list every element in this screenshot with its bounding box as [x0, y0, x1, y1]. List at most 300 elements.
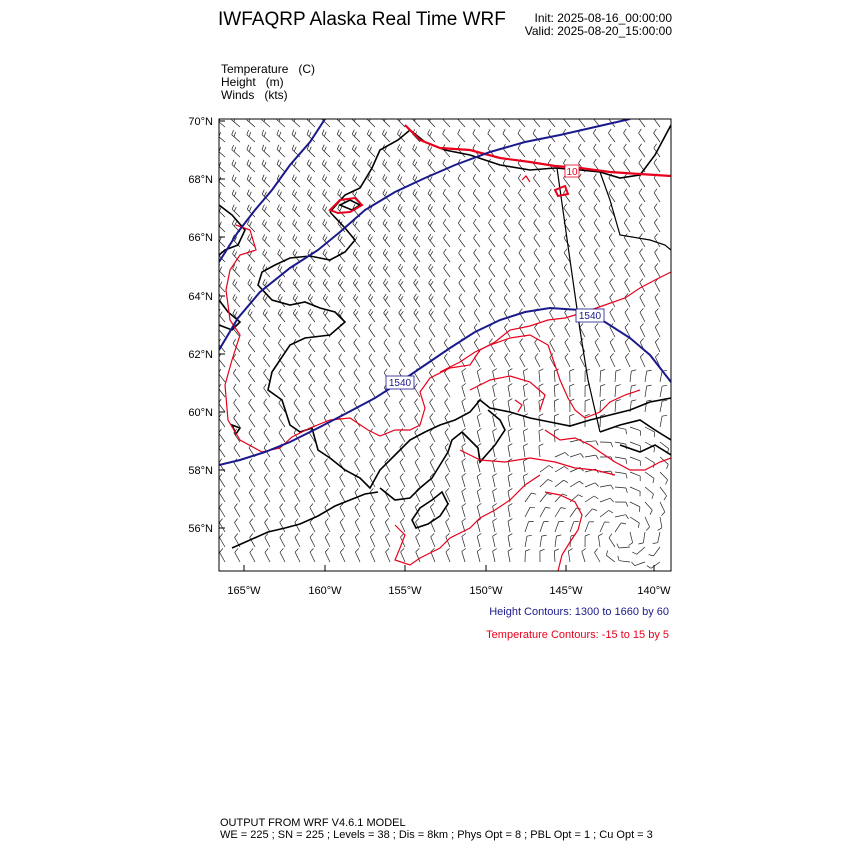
wind-barb: [503, 174, 510, 187]
wind-barb: [398, 234, 405, 247]
wind-barb: [570, 481, 583, 487]
wind-barb: [428, 204, 435, 217]
wind-barb: [459, 279, 465, 292]
wind-barb: [594, 249, 600, 262]
wind-barb: [249, 414, 255, 427]
wind-barb: [355, 504, 360, 518]
wind-barb: [430, 414, 435, 428]
wind-barb: [595, 294, 600, 308]
wind-barb: [248, 279, 255, 292]
wind-barb: [428, 115, 436, 128]
wind-barb: [649, 547, 660, 556]
wind-barb: [307, 160, 315, 172]
wind-barb: [548, 144, 555, 157]
wind-barb: [615, 523, 626, 532]
wind-barb: [609, 534, 615, 547]
wind-barb: [219, 519, 225, 532]
wind-barb: [233, 354, 240, 367]
wind-barb: [412, 115, 420, 128]
plot-frame: [219, 119, 671, 571]
wind-barb: [262, 175, 270, 187]
valid-time: Valid: 2025-08-20_15:00:00: [524, 24, 672, 38]
wind-barb: [398, 204, 405, 217]
wind-barb: [594, 219, 600, 232]
wind-barb: [600, 369, 605, 382]
wind-barb: [477, 488, 481, 502]
wind-barb: [489, 279, 495, 292]
wind-barb: [443, 174, 450, 187]
wind-barb: [219, 474, 225, 487]
wind-barb: [307, 175, 315, 187]
wind-barb: [353, 264, 360, 277]
wind-barb: [540, 521, 549, 532]
wind-barb: [630, 457, 640, 466]
wind-barb: [293, 279, 300, 292]
wind-barb: [265, 519, 270, 533]
wind-barb: [322, 175, 330, 188]
footer-line1: OUTPUT FROM WRF V4.6.1 MODEL: [220, 817, 406, 829]
wind-barb: [323, 294, 330, 307]
wind-barb: [458, 174, 465, 187]
wind-barb: [430, 503, 435, 517]
wind-barb: [232, 145, 240, 157]
wind-barb: [217, 130, 225, 142]
wind-barb: [310, 548, 315, 562]
wind-barb: [595, 549, 601, 562]
wind-barb: [293, 294, 300, 307]
wind-barb: [278, 219, 286, 232]
wind-barb: [322, 145, 330, 157]
wind-barb: [660, 385, 667, 397]
wind-barb: [279, 384, 285, 397]
wind-barb: [324, 429, 330, 442]
wind-barb: [594, 144, 601, 157]
wind-barb: [386, 548, 390, 562]
wind-barb: [655, 294, 660, 308]
wind-barb: [383, 219, 390, 232]
wind-barb: [600, 522, 610, 532]
wind-barb: [505, 354, 510, 368]
wind-barb: [639, 532, 646, 544]
wind-barb: [355, 548, 360, 562]
wind-barb: [444, 249, 451, 262]
init-time: Init: 2025-08-16_00:00:00: [534, 11, 672, 25]
wind-barb: [540, 535, 547, 547]
wind-barb: [443, 189, 450, 202]
wind-barb: [340, 504, 345, 518]
wind-barb: [493, 549, 497, 563]
wind-barb: [525, 549, 530, 562]
wind-barb: [400, 459, 405, 473]
wind-barb: [459, 234, 466, 247]
country-border: [557, 168, 671, 432]
wind-barb: [579, 189, 585, 202]
wind-barb: [292, 190, 300, 203]
wind-barb: [624, 249, 630, 262]
wind-barb: [654, 234, 660, 247]
wind-barb: [549, 189, 555, 202]
wind-barb: [595, 324, 600, 338]
wind-barb: [554, 414, 559, 427]
wind-barb: [458, 189, 465, 202]
temperature-contours-note: Temperature Contours: -15 to 15 by 5: [486, 629, 669, 641]
wind-barb: [504, 234, 510, 247]
wind-barb: [234, 444, 240, 457]
wind-barb: [309, 339, 316, 352]
wind-barb: [353, 294, 360, 307]
wind-barb: [630, 487, 640, 496]
wind-barb: [503, 129, 510, 142]
wind-barb: [595, 354, 600, 368]
wind-barb: [232, 205, 240, 217]
wind-barb: [279, 474, 285, 487]
wind-barb: [645, 517, 650, 531]
wind-barb: [399, 354, 405, 367]
wind-barb: [474, 294, 480, 307]
wind-barb: [504, 264, 510, 277]
wind-barb: [354, 414, 360, 427]
wind-barb: [277, 160, 285, 172]
wind-barb: [294, 354, 301, 367]
wind-barb: [630, 385, 636, 397]
wind-barb: [264, 474, 270, 487]
wind-barb: [519, 279, 525, 292]
wind-barb: [504, 279, 510, 292]
wind-barb: [399, 309, 405, 322]
wind-barb: [458, 114, 465, 127]
wind-barb: [263, 354, 270, 367]
wind-barb: [429, 324, 435, 337]
wind-barb: [539, 369, 543, 382]
wind-barb: [385, 429, 390, 442]
wind-barb: [624, 204, 630, 217]
wind-barb: [324, 399, 330, 412]
wind-barb: [534, 294, 540, 307]
wind-barb: [414, 294, 420, 307]
wind-barb: [263, 309, 270, 322]
wind-barb: [549, 294, 555, 307]
wind-barb: [540, 549, 545, 562]
wind-barb: [247, 190, 255, 202]
wind-barb: [398, 174, 405, 187]
wind-barb: [630, 502, 640, 512]
wind-barb: [598, 534, 602, 547]
wind-barb: [519, 204, 526, 217]
wind-barb: [518, 174, 525, 187]
wind-barb: [504, 294, 510, 307]
wind-barb: [473, 219, 480, 232]
wind-barb: [217, 220, 225, 232]
lon-label: 145°W: [549, 585, 583, 597]
wind-barb: [519, 324, 525, 337]
wind-barb: [384, 399, 390, 412]
wind-barb: [655, 249, 660, 262]
wind-barb: [277, 190, 285, 202]
wind-barb: [353, 249, 360, 262]
wind-barb: [459, 294, 465, 307]
wind-barb: [554, 399, 559, 412]
wind-barb: [462, 473, 466, 487]
wind-barb: [443, 129, 450, 142]
wind-barb: [640, 324, 645, 338]
wind-barb: [525, 521, 534, 532]
wind-barb: [340, 533, 345, 547]
wind-barb: [279, 429, 285, 442]
wind-barb: [615, 515, 629, 519]
wind-barb: [462, 368, 466, 382]
wind-barb: [473, 174, 480, 187]
wind-barb: [525, 507, 535, 517]
wind-barb: [639, 219, 645, 232]
wind-barb: [385, 444, 390, 458]
wind-barb: [368, 249, 375, 262]
wind-barb: [493, 384, 497, 398]
wind-barb: [462, 443, 466, 457]
wind-barb: [446, 518, 450, 532]
wind-barb: [325, 534, 330, 548]
wind-barb: [660, 415, 667, 427]
wind-barb: [249, 504, 255, 517]
wind-barb: [504, 249, 510, 262]
wind-barb: [488, 129, 495, 142]
wind-barb: [549, 204, 555, 217]
wind-barb: [322, 130, 330, 142]
wind-barb: [293, 205, 301, 218]
lon-label: 150°W: [469, 585, 503, 597]
wind-barb: [309, 444, 315, 457]
wind-barb: [307, 145, 315, 157]
wind-barb: [370, 533, 375, 547]
wind-barb: [263, 234, 271, 247]
wind-barb: [625, 338, 630, 352]
wind-barb: [624, 144, 630, 157]
wind-barb: [554, 429, 559, 442]
wind-barb: [654, 129, 660, 142]
wind-barb: [248, 354, 255, 367]
wind-barb: [609, 144, 616, 157]
wind-barb: [369, 339, 375, 352]
wind-barb: [325, 519, 330, 533]
wind-barb: [445, 473, 450, 487]
wind-barb: [413, 189, 420, 202]
wind-barb: [262, 160, 270, 172]
wind-barb: [462, 383, 466, 397]
wind-barb: [414, 384, 420, 397]
wind-barb: [445, 384, 451, 397]
wind-barb: [548, 114, 555, 127]
wind-barb: [414, 264, 421, 277]
wind-barb: [262, 115, 270, 127]
wind-barb: [444, 324, 450, 337]
wind-barb: [585, 522, 594, 532]
wind-barb: [399, 294, 405, 307]
wind-barb: [533, 114, 540, 127]
wind-barb: [310, 534, 315, 548]
wind-barb: [655, 338, 660, 352]
legend-winds: Winds (kts): [221, 88, 288, 102]
wind-barb: [563, 114, 570, 127]
wind-barb: [429, 384, 435, 397]
wind-barb: [368, 264, 375, 277]
wind-barb: [415, 444, 420, 458]
wind-barb: [249, 459, 255, 472]
wind-barb: [413, 204, 420, 217]
wind-barb: [428, 234, 435, 247]
wind-barb: [219, 489, 225, 502]
wind-barb: [534, 189, 541, 202]
wind-barb: [235, 549, 240, 563]
wind-barb: [280, 519, 285, 533]
wind-barb: [325, 489, 330, 503]
wind-barb: [416, 518, 421, 532]
wind-barb: [384, 309, 390, 322]
wind-barb: [565, 324, 570, 338]
wind-barb: [503, 189, 510, 202]
wind-barb: [462, 458, 466, 472]
wind-barb: [308, 279, 315, 292]
wind-barb: [508, 399, 512, 412]
wind-barb: [370, 504, 375, 518]
wind-barb: [550, 339, 555, 353]
wind-barb: [508, 534, 512, 547]
wind-barb: [249, 384, 256, 397]
wind-barb: [600, 442, 613, 447]
wind-barb: [323, 204, 330, 217]
wind-barb: [308, 204, 316, 217]
wind-barb: [415, 459, 420, 473]
wind-barb: [525, 493, 536, 502]
wind-barb: [554, 549, 559, 562]
wind-barb: [294, 459, 300, 472]
wind-barb: [294, 369, 300, 382]
wind-barb: [339, 444, 345, 457]
wind-barb: [309, 369, 315, 382]
wind-barb: [570, 369, 575, 382]
wind-barb: [414, 339, 420, 352]
wind-barb: [608, 129, 615, 142]
wind-barb: [430, 399, 435, 412]
wind-barb: [399, 324, 405, 337]
wind-barb: [367, 115, 375, 127]
latitude-labels: [188, 116, 213, 535]
wind-barb: [369, 294, 376, 307]
wind-barb: [580, 294, 586, 307]
wind-barb: [565, 354, 570, 368]
wind-barb: [459, 324, 465, 337]
wind-barb: [493, 369, 497, 383]
wind-barb: [232, 175, 240, 187]
lat-label: 58°N: [188, 465, 213, 477]
wind-barb: [477, 428, 481, 442]
wind-barb: [262, 205, 270, 217]
wind-barb: [310, 519, 315, 533]
wind-barb: [654, 159, 660, 172]
wind-barb: [217, 190, 225, 202]
wind-barb: [413, 159, 420, 172]
wind-barb: [489, 249, 495, 262]
wind-barb: [593, 114, 600, 127]
wind-barb: [233, 294, 240, 307]
wind-barb: [443, 219, 450, 232]
wind-barb: [639, 189, 645, 202]
wind-barb: [355, 518, 360, 532]
wind-barb: [579, 279, 585, 292]
wind-barb: [660, 400, 667, 412]
wind-barb: [293, 249, 300, 262]
wind-barb: [488, 204, 495, 217]
wind-barb: [264, 489, 270, 502]
wind-barb: [600, 498, 614, 502]
wind-barb: [615, 487, 627, 493]
wind-barb: [645, 487, 654, 499]
wind-barb: [232, 115, 240, 127]
wind-barb: [248, 324, 255, 337]
wind-barb: [504, 204, 511, 217]
wind-barb: [384, 294, 391, 307]
wind-barb: [462, 398, 466, 412]
lon-label: 140°W: [637, 585, 671, 597]
wind-barb: [280, 549, 285, 563]
wind-barb: [444, 294, 450, 307]
wind-barb: [508, 474, 512, 487]
wind-barb: [397, 115, 405, 127]
wind-barb: [555, 522, 564, 533]
wind-barb: [444, 309, 450, 322]
wind-barb: [660, 487, 667, 500]
wind-barb: [625, 264, 631, 277]
wind-barb: [504, 219, 510, 232]
wind-barb: [593, 129, 600, 142]
wind-barb: [595, 279, 601, 292]
wind-barb: [631, 562, 645, 566]
wind-barb: [654, 114, 661, 127]
wind-barb: [534, 234, 540, 247]
wind-barb: [610, 294, 615, 308]
wind-barb: [294, 444, 300, 457]
wind-barb: [385, 518, 390, 532]
wind-barb: [219, 504, 225, 517]
wind-barb: [489, 219, 496, 232]
wind-barb: [265, 549, 270, 563]
wind-barb: [444, 354, 450, 367]
wind-barb: [615, 400, 621, 412]
wind-barb: [293, 219, 300, 232]
wind-barb: [247, 160, 255, 172]
wind-barb: [293, 309, 300, 322]
wind-barb: [234, 474, 240, 487]
wind-barb: [630, 472, 640, 481]
wind-barb: [413, 249, 420, 262]
wind-barb: [383, 279, 390, 292]
wind-barb: [519, 294, 525, 307]
wind-barb: [473, 204, 480, 217]
wind-barb: [383, 204, 390, 217]
wind-barb: [430, 459, 435, 473]
wind-barb: [660, 472, 668, 485]
wind-barb: [323, 189, 331, 202]
wind-barb: [384, 324, 390, 337]
wind-barb: [370, 444, 375, 458]
wind-barb: [355, 444, 361, 457]
wind-barb: [585, 496, 598, 502]
wind-barb: [459, 249, 465, 262]
wind-barb: [609, 249, 615, 262]
wind-barb: [308, 309, 315, 322]
wind-barb: [250, 519, 255, 532]
wind-barb: [385, 533, 390, 547]
wind-barb: [640, 309, 645, 323]
wind-barb: [368, 279, 375, 292]
